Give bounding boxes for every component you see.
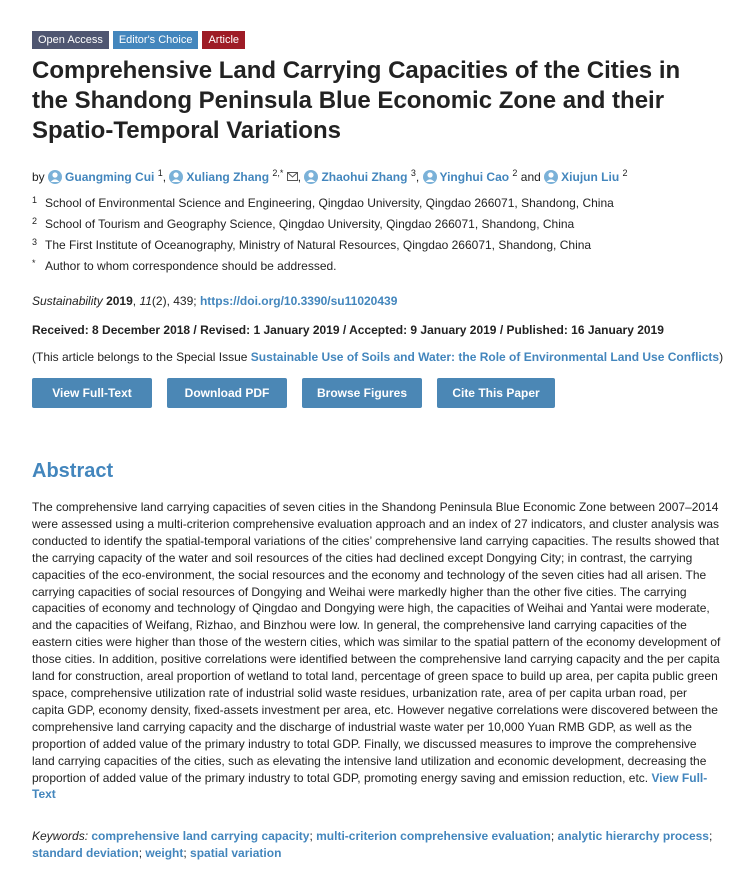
article-type-badge: Article bbox=[202, 31, 245, 49]
special-issue-prefix: (This article belongs to the Special Issue bbox=[32, 350, 251, 364]
abstract-heading: Abstract bbox=[32, 460, 114, 482]
person-icon bbox=[48, 170, 62, 184]
action-buttons bbox=[32, 378, 570, 408]
keywords-label: Keywords: bbox=[32, 829, 89, 843]
open-access-badge[interactable]: Open Access bbox=[32, 31, 109, 49]
author-2[interactable] bbox=[169, 170, 301, 184]
article-title: Comprehensive Land Carrying Capacities of the Cities in the Shandong Peninsula Blue Economic Zone and their Spatio-Temporal Variations bbox=[32, 57, 681, 144]
affiliation-number: * bbox=[32, 258, 36, 268]
affiliation-1 bbox=[32, 195, 614, 211]
abstract-view-full-text-link[interactable]: View Full-Text bbox=[32, 770, 708, 802]
citation-line: Sustainability 2019, 11(2), 439; https://doi.org/10.3390/su11020439 bbox=[32, 294, 398, 308]
person-icon bbox=[169, 170, 183, 184]
author-separator: and bbox=[520, 170, 541, 184]
by-label: by bbox=[32, 170, 45, 184]
author-4[interactable] bbox=[423, 170, 541, 184]
author-list bbox=[32, 164, 732, 186]
editors-choice-badge[interactable]: Editor's Choice bbox=[113, 31, 199, 49]
envelope-icon[interactable] bbox=[287, 172, 298, 181]
abstract-body: The comprehensive land carrying capacities of seven cities in the Shandong Peninsula Blue Economic Zone between 2007–2014 were assessed using a multi-criterion comprehensive evaluation approach and an index of 27 indicators, and cluster analysis was conducted to identify the spatial-temporal variations of the cities’ comprehensive land carrying capacities. The results showed that the carrying capacity of the water and soil resources of the cities had declined except Dongying City; in contrast, the carrying capacities of the eco-environment, the social resources and the economy and technology of the seven cities had all arisen. The carrying capacities of social resources of Dongying and Weihai were markedly higher than the other five cities. The carrying capacities of economy and technology of Qingdao and Dongying were high, the capacities of Weihai and Yantai were moderate, and the capacities of Weifang, Rizhao, and Binzhou were low. In general, the comprehensive land carrying capacities of the eastern cities were higher than those of the western cities, which was similar to the spatial pattern of the economy development of those cities. In addition, positive correlations were identified between the comprehensive land carrying capacity and the per capita land for construction, areal proportion of wetland to total land, percentage of green space to build up area, per capita public green space, comprehensive utilization rate of industrial solid waste residues, urbanization rate, area of per capita urban road, per capita GDP, economy density, fixed-assets investment per area, etc. However negative correlations were discovered between the comprehensive land carrying capacity and the discharge of industrial waste water per 10,000 Yuan RMB GDP, as well as the proportion of added value of the primary industry to total GDP. Finally, we discussed measures to improve the comprehensive land carrying capacities of the cities, such as elevating the intensive land utilization and economic development, decreasing the proportion of added value of the primary industry to total GDP, promoting energy saving and emission reduction, etc. bbox=[32, 500, 721, 785]
affiliation-text: Author to whom correspondence should be addressed. bbox=[45, 259, 337, 273]
author-affiliation-ref: 1 bbox=[157, 168, 163, 178]
author-separator: , bbox=[415, 170, 420, 184]
special-issue-suffix: ) bbox=[719, 350, 724, 364]
affiliation-2 bbox=[32, 216, 574, 232]
keywords: Keywords: comprehensive land carrying capacity; multi-criterion comprehensive evaluation; analytic hierarchy process; standard deviation; weight; spatial variation bbox=[32, 829, 713, 860]
keyword-link[interactable]: weight bbox=[145, 846, 184, 860]
author-name: Xiujun Liu bbox=[561, 170, 620, 184]
author-3[interactable] bbox=[304, 170, 419, 184]
citation-year: 2019 bbox=[106, 294, 133, 308]
author-1[interactable] bbox=[48, 170, 166, 184]
author-affiliation-ref: 2 bbox=[512, 168, 518, 178]
person-icon bbox=[304, 170, 318, 184]
cite-this-paper-button[interactable]: Cite This Paper bbox=[437, 378, 555, 408]
badge-row bbox=[32, 31, 245, 49]
special-issue-note bbox=[32, 350, 723, 364]
browse-figures-button[interactable]: Browse Figures bbox=[302, 378, 422, 408]
affiliation-text: School of Environmental Science and Engineering, Qingdao University, Qingdao 266071, Shandong, China bbox=[45, 196, 614, 210]
author-separator: , bbox=[162, 170, 167, 184]
person-icon bbox=[423, 170, 437, 184]
affiliation-text: School of Tourism and Geography Science, Qingdao University, Qingdao 266071, Shandong, China bbox=[45, 217, 575, 231]
author-separator: , bbox=[297, 170, 302, 184]
keyword-link[interactable]: multi-criterion comprehensive evaluation bbox=[316, 829, 551, 843]
correspondence-note bbox=[32, 258, 337, 274]
publication-dates: Received: 8 December 2018 / Revised: 1 January 2019 / Accepted: 9 January 2019 / Published: 16 January 2019 bbox=[32, 323, 664, 337]
author-name: Xuliang Zhang bbox=[186, 170, 270, 184]
view-full-text-button[interactable]: View Full-Text bbox=[32, 378, 152, 408]
keyword-link[interactable]: spatial variation bbox=[190, 846, 282, 860]
author-affiliation-ref: 2,* bbox=[272, 168, 284, 178]
person-icon bbox=[544, 170, 558, 184]
citation-issue-pages: (2), 439; bbox=[151, 294, 200, 308]
journal-name: Sustainability bbox=[32, 294, 103, 308]
keyword-link[interactable]: comprehensive land carrying capacity bbox=[91, 829, 310, 843]
doi-link[interactable]: https://doi.org/10.3390/su11020439 bbox=[199, 294, 398, 308]
affiliation-number: 3 bbox=[32, 237, 38, 247]
affiliation-number: 2 bbox=[32, 216, 38, 226]
download-pdf-button[interactable]: Download PDF bbox=[167, 378, 287, 408]
author-name: Guangming Cui bbox=[65, 170, 155, 184]
author-5[interactable] bbox=[544, 170, 627, 184]
affiliation-number: 1 bbox=[32, 195, 38, 205]
keyword-link[interactable]: analytic hierarchy process bbox=[557, 829, 709, 843]
citation-volume: 11 bbox=[139, 294, 152, 308]
author-affiliation-ref: 2 bbox=[622, 168, 628, 178]
abstract-text bbox=[32, 499, 722, 803]
author-name: Zhaohui Zhang bbox=[321, 170, 408, 184]
affiliation-text: The First Institute of Oceanography, Ministry of Natural Resources, Qingdao 266071, Shandong, China bbox=[45, 238, 592, 252]
keyword-link[interactable]: standard deviation bbox=[32, 846, 139, 860]
author-affiliation-ref: 3 bbox=[410, 168, 416, 178]
affiliation-3 bbox=[32, 237, 591, 253]
special-issue-link[interactable]: Sustainable Use of Soils and Water: the Role of Environmental Land Use Conflicts bbox=[250, 350, 720, 364]
author-name: Yinghui Cao bbox=[439, 170, 510, 184]
